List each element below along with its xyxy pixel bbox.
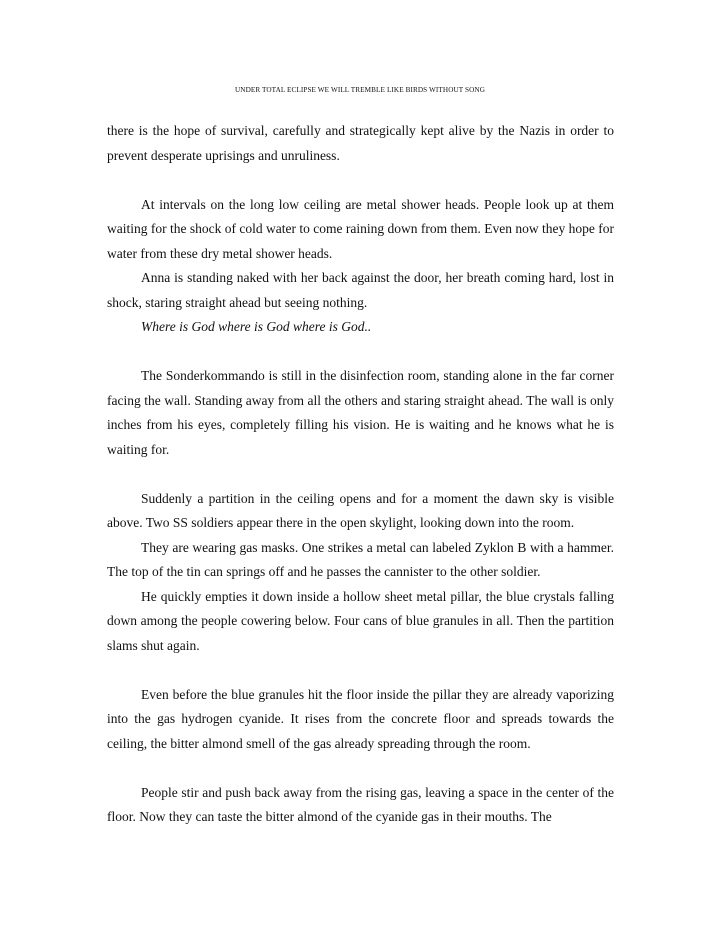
paragraph-partition-opens: Suddenly a partition in the ceiling opens and for a moment the dawn sky is visible above. Two SS soldiers appear there in the open skylight, looking down into the room. [107, 490, 614, 530]
body-text [107, 119, 614, 830]
paragraph-anna: Anna is standing naked with her back against the door, her breath coming hard, lost in shock, staring straight ahead but seeing nothing. [107, 270, 614, 310]
paragraph-gas-masks: They are wearing gas masks. One strikes a metal can labeled Zyklon B with a hammer. The top of the tin can springs off and he passes the cannister to the other soldier. [107, 539, 614, 579]
paragraph-sonderkommando: The Sonderkommando is still in the disinfection room, standing alone in the far corner facing the wall. Standing away from all the others and staring straight ahead. The wall is only inches from his eyes, completely filling his vision. He is waiting and he knows what he is waiting for. [107, 368, 614, 457]
paragraph-continuation: there is the hope of survival, carefully and strategically kept alive by the Nazis in order to prevent desperate uprisings and unruliness. [107, 123, 614, 163]
paragraph-empties-pillar: He quickly empties it down inside a hollow sheet metal pillar, the blue crystals falling down among the people cowering below. Four cans of blue granules in all. Then the partition slams shut again. [107, 588, 614, 653]
paragraph-where-is-god: Where is God where is God where is God.. [141, 319, 372, 334]
paragraph-shower-heads: At intervals on the long low ceiling are metal shower heads. People look up at them waiting for the shock of cold water to come raining down from them. Even now they hope for water from these dry metal shower heads. [107, 196, 614, 261]
paragraph-vaporizing: Even before the blue granules hit the floor inside the pillar they are already vaporizing into the gas hydrogen cyanide. It rises from the concrete floor and spreads towards the ceiling, the bitter almond smell of the gas already spreading through the room. [107, 686, 614, 751]
running-header: UNDER TOTAL ECLIPSE WE WILL TREMBLE LIKE BIRDS WITHOUT SONG [234, 86, 486, 94]
paragraph-people-stir: People stir and push back away from the rising gas, leaving a space in the center of the floor. Now they can taste the bitter almond of the cyanide gas in their mouths. The [107, 784, 614, 824]
